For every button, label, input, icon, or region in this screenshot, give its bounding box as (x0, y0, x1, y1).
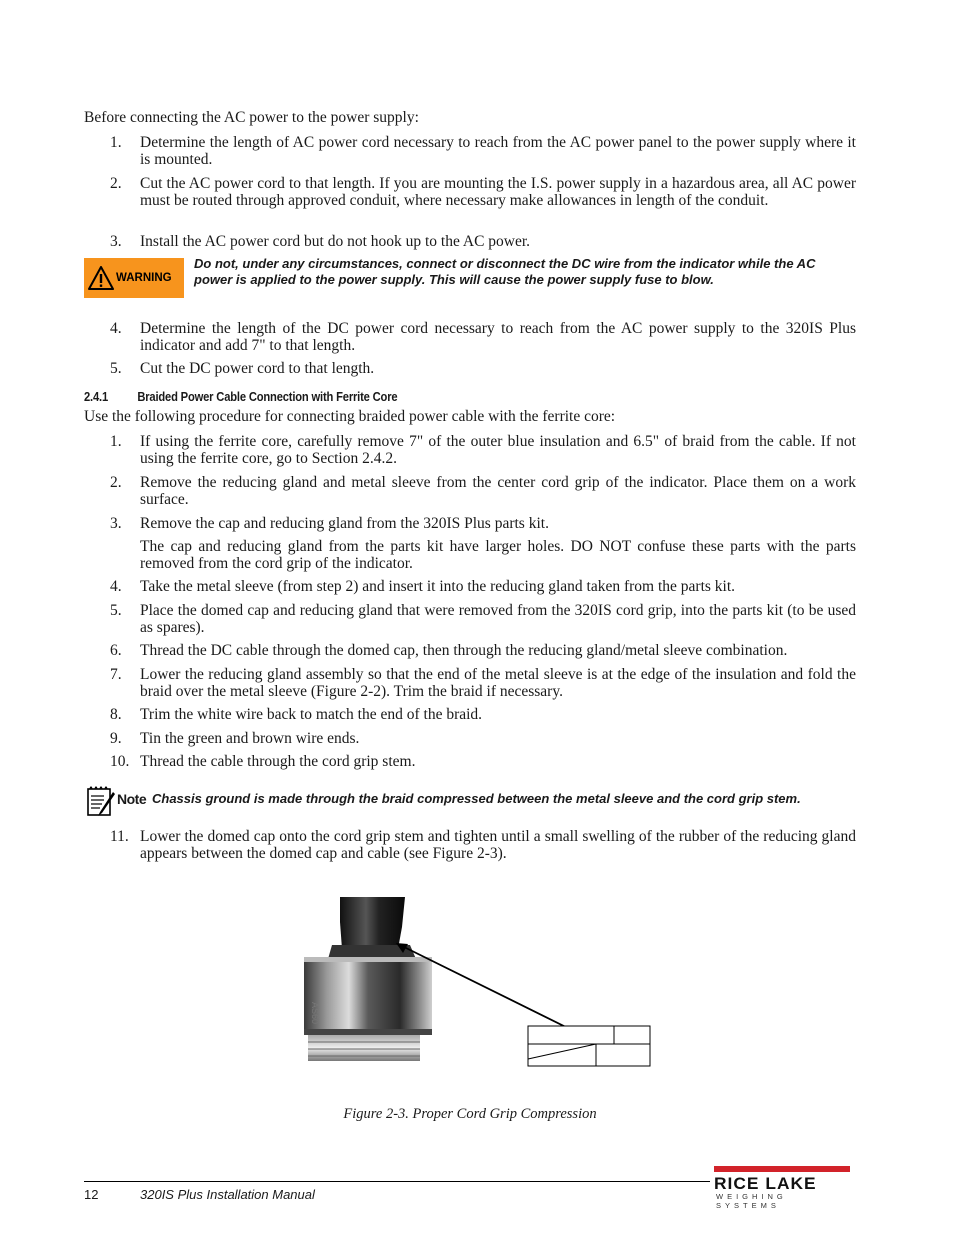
figure-caption: Figure 2-3. Proper Cord Grip Compression (343, 1106, 597, 1122)
list-number: 4. (110, 320, 122, 337)
list-text: Thread the cable through the cord grip stem. (140, 753, 416, 770)
list-number: 3. (110, 515, 122, 532)
list-text: Remove the reducing gland and metal sleeve from the center cord grip of the indicator. Place them on a work surface. (140, 474, 856, 508)
rice-lake-logo (714, 1166, 854, 1210)
list-item (110, 730, 856, 747)
page-number: 12 (84, 1187, 99, 1202)
list-item (110, 233, 856, 250)
footer-divider (84, 1181, 710, 1182)
list-number: 9. (110, 730, 122, 747)
list-text: Remove the cap and reducing gland from the 320IS Plus parts kit. (140, 515, 549, 532)
note-label: Note (117, 791, 147, 807)
list-number: 1. (110, 134, 122, 151)
list-item (110, 706, 856, 723)
list-number: 2. (110, 474, 122, 491)
list-item (110, 134, 856, 168)
list-item (110, 602, 856, 636)
list-number: 7. (110, 666, 122, 683)
list-number: 3. (110, 233, 122, 250)
list-text: Cut the AC power cord to that length. If you are mounting the I.S. power supply in a hazardous area, all AC power must be routed through approved conduit, where necessary make allowances in length of the conduit. (140, 175, 856, 209)
list-item (110, 360, 856, 377)
list-text: Determine the length of AC power cord necessary to reach from the AC power panel to the power supply where it is mounted. (140, 134, 856, 168)
warning-triangle-icon (88, 266, 114, 290)
list-number: 5. (110, 602, 122, 619)
list-item (110, 578, 856, 595)
list-text: Trim the white wire back to match the end of the braid. (140, 706, 483, 723)
logo-accent-bar (714, 1166, 850, 1172)
thread-stem (308, 1035, 420, 1061)
list-number: 4. (110, 578, 122, 595)
section-title: Braided Power Cable Connection with Ferrite Core (137, 389, 398, 404)
list-number: 6. (110, 642, 122, 659)
list-item (110, 666, 856, 700)
note-pad-icon (86, 784, 116, 818)
list-text: Cut the DC power cord to that length. (140, 360, 375, 377)
note-text: Chassis ground is made through the braid compressed between the metal sleeve and the cord grip stem. (152, 791, 801, 806)
list-number: 11. (110, 828, 129, 845)
list-number: 2. (110, 175, 122, 192)
list-text: Install the AC power cord but do not hook up to the AC power. (140, 233, 531, 250)
section-intro: Use the following procedure for connecting braided power cable with the ferrite core: (84, 408, 616, 425)
list-item (110, 175, 856, 209)
intro-text: Before connecting the AC power to the power supply: (84, 109, 419, 126)
list-text: Thread the DC cable through the domed cap, then through the reducing gland/metal sleeve combination. (140, 642, 788, 659)
list-number: 1. (110, 433, 122, 450)
list-number: 10. (110, 753, 130, 770)
list-text: Lower the domed cap onto the cord grip stem and tighten until a small swelling of the rubber of the reducing gland appears between the domed cap and cable (see Figure 2-3). (140, 828, 856, 862)
list-text: Lower the reducing gland assembly so that the end of the metal sleeve is at the edge of the insulation and fold the braid over the metal sleeve (Figure 2-2). Trim the braid if necessary. (140, 666, 856, 700)
list-text: If using the ferrite core, carefully remove 7" of the outer blue insulation and 6.5" of braid from the cable. If not using the ferrite core, go to Section 2.4.2. (140, 433, 856, 467)
section-number: 2.4.1 (84, 389, 109, 404)
warning-badge (84, 258, 184, 298)
list-number: 5. (110, 360, 122, 377)
domed-cap (304, 957, 432, 1035)
list-item (110, 642, 856, 659)
step-detail: The cap and reducing gland from the parts kit have larger holes. DO NOT confuse these parts with the parts removed from the cord grip of the indicator. (140, 538, 856, 572)
section-heading (84, 389, 397, 404)
list-item (110, 320, 856, 354)
list-text: Tin the green and brown wire ends. (140, 730, 360, 747)
list-text: Take the metal sleeve (from step 2) and insert it into the reducing gland taken from the parts kit. (140, 578, 736, 595)
logo-name: RICE LAKE (714, 1174, 817, 1193)
list-item (110, 753, 856, 770)
list-number: 8. (110, 706, 122, 723)
warning-text: Do not, under any circumstances, connect or disconnect the DC wire from the indicator while the AC power is applied to the power supply. This will cause the power supply fuse to blow. (194, 256, 816, 287)
warning-label: WARNING (116, 272, 172, 284)
manual-title: 320IS Plus Installation Manual (140, 1187, 315, 1202)
list-text: Determine the length of the DC power cord necessary to reach from the AC power supply to the 320IS Plus indicator and add 7" to that length. (140, 320, 856, 354)
list-item (110, 474, 856, 508)
svg-text:AS60: AS60 (310, 1002, 320, 1025)
logo-tagline: WEIGHING SYSTEMS (716, 1192, 787, 1210)
cable (340, 897, 405, 949)
list-item (110, 433, 856, 467)
cord-grip-figure (300, 897, 660, 1067)
list-item (110, 515, 856, 532)
list-item (110, 828, 856, 862)
list-text: Place the domed cap and reducing gland that were removed from the 320IS cord grip, into the parts kit (to be used as spares). (140, 602, 856, 636)
